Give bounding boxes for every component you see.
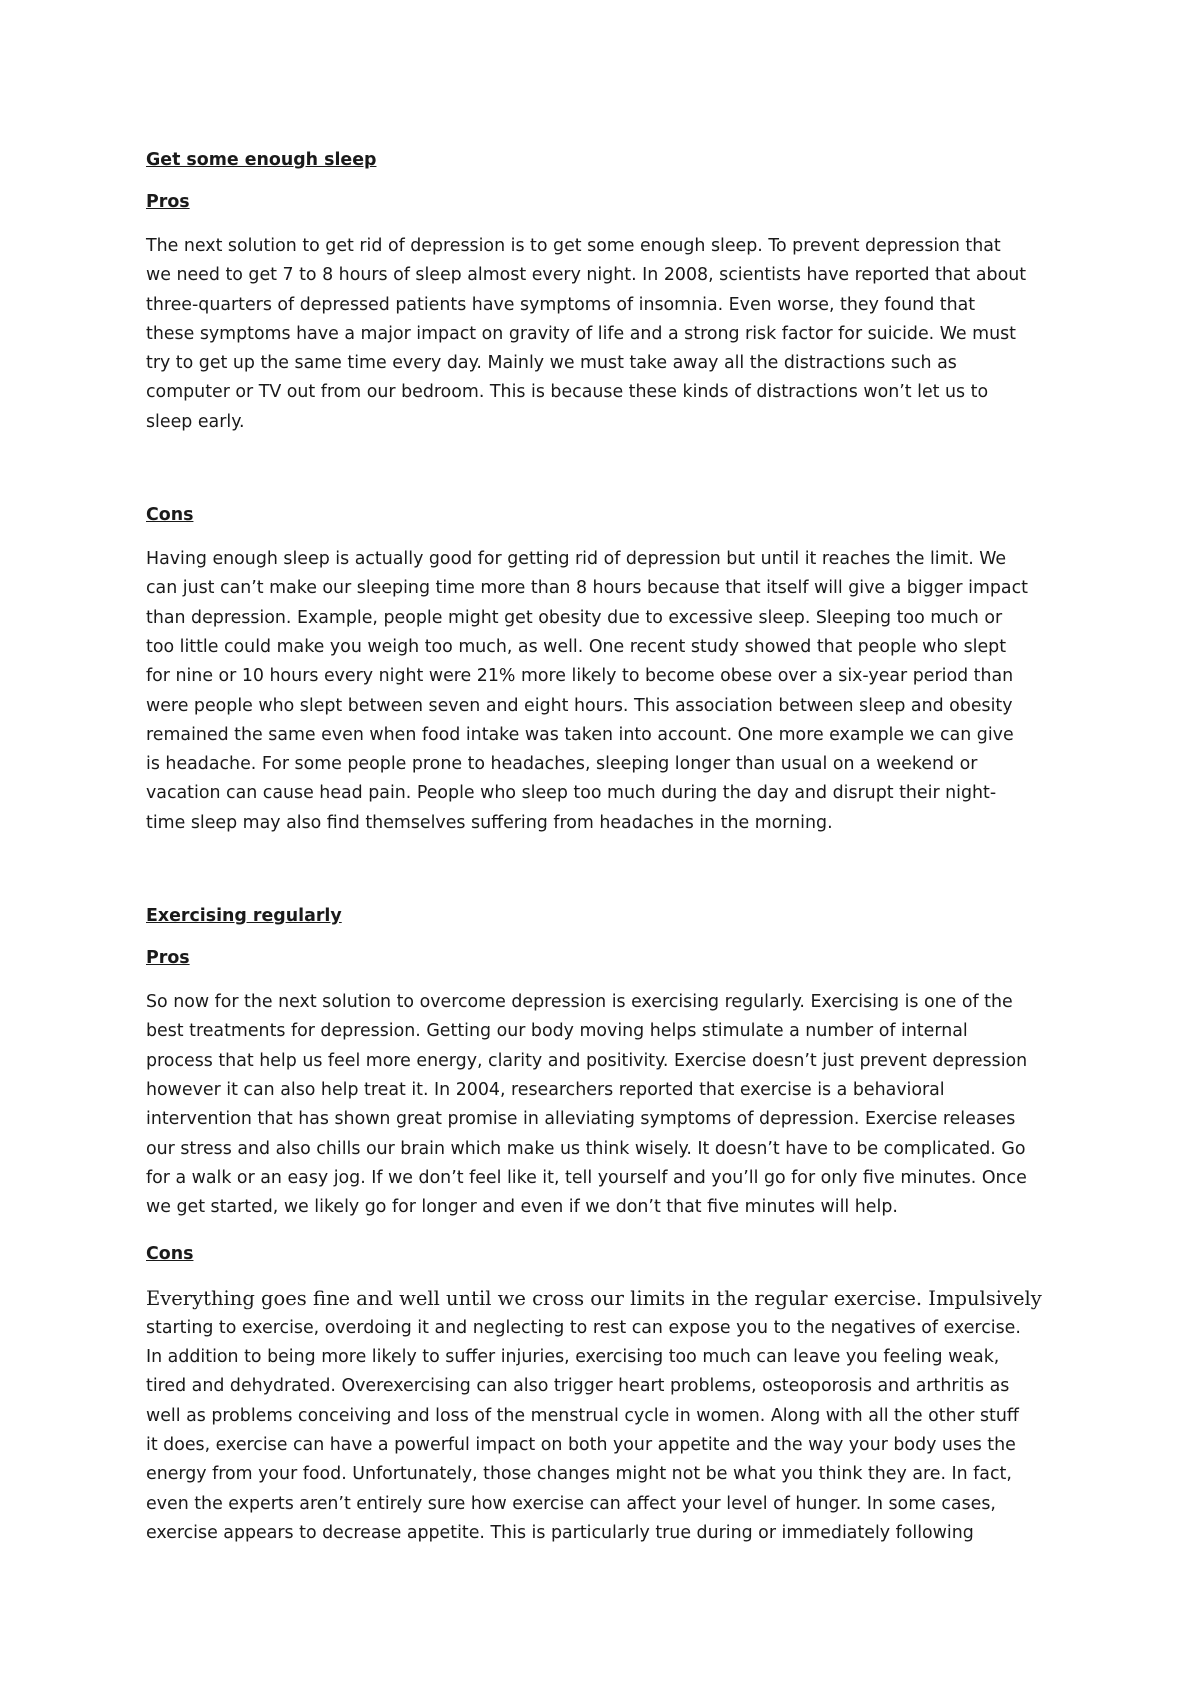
pros-label-sleep: Pros	[146, 192, 190, 212]
text-line: So now for the next solution to overcome depression is exercising regularly. Exercising is one of the	[146, 992, 1013, 1013]
section-title-exercise: Exercising regularly	[146, 906, 342, 927]
text-line: energy from your food. Unfortunately, those changes might not be what you think they are. In fact,	[146, 1464, 1012, 1485]
text-line-serif: Everything goes fine and well until we cross our limits in the regular exercise. Impulsively	[146, 1287, 1042, 1311]
pros-label-exercise: Pros	[146, 948, 190, 969]
text-line: time sleep may also find themselves suffering from headaches in the morning.	[146, 812, 833, 833]
pros-paragraph-exercise	[146, 988, 1066, 1222]
text-line: we get started, we likely go for longer and even if we don’t that five minutes will help.	[146, 1197, 898, 1218]
text-line: too little could make you weigh too much, as well. One recent study showed that people who slept	[146, 636, 1007, 657]
text-line: for a walk or an easy jog. If we don’t feel like it, tell yourself and you’ll go for only five minutes. Once	[146, 1167, 1027, 1188]
text-line: were people who slept between seven and eight hours. This association between sleep and obesity	[146, 695, 1013, 716]
text-line: vacation can cause head pain. People who sleep too much during the day and disrupt their night-	[146, 783, 997, 804]
text-line: intervention that has shown great promise in alleviating symptoms of depression. Exercise releases	[146, 1109, 1016, 1130]
text-line: sleep early.	[146, 411, 245, 432]
text-line: can just can’t make our sleeping time more than 8 hours because that itself will give a bigger impact	[146, 578, 1028, 599]
text-line: it does, exercise can have a powerful impact on both your appetite and the way your body uses the	[146, 1434, 1016, 1455]
text-line: In addition to being more likely to suffer injuries, exercising too much can leave you feeling weak,	[146, 1347, 1000, 1368]
text-line: starting to exercise, overdoing it and neglecting to rest can expose you to the negatives of exercise.	[146, 1317, 1021, 1338]
section-title-sleep: Get some enough sleep	[146, 150, 377, 170]
text-line: Having enough sleep is actually good for getting rid of depression but until it reaches the limit. We	[146, 549, 1007, 570]
text-line: these symptoms have a major impact on gravity of life and a strong risk factor for suicide. We must	[146, 323, 1016, 344]
text-line: our stress and also chills our brain which make us think wisely. It doesn’t have to be complicated. Go	[146, 1138, 1026, 1159]
text-line: even the experts aren’t entirely sure how exercise can affect your level of hunger. In some cases,	[146, 1493, 996, 1514]
cons-paragraph-exercise	[146, 1284, 1066, 1548]
text-line: exercise appears to decrease appetite. This is particularly true during or immediately following	[146, 1522, 974, 1543]
text-line: however it can also help treat it. In 2004, researchers reported that exercise is a behavioral	[146, 1079, 945, 1100]
text-line: remained the same even when food intake was taken into account. One more example we can give	[146, 724, 1014, 745]
text-line: process that help us feel more energy, clarity and positivity. Exercise doesn’t just prevent depression	[146, 1050, 1028, 1071]
text-line: computer or TV out from our bedroom. This is because these kinds of distractions won’t let us to	[146, 382, 989, 403]
text-line: is headache. For some people prone to headaches, sleeping longer than usual on a weekend or	[146, 754, 978, 775]
document-page	[146, 148, 1066, 1548]
cons-paragraph-sleep	[146, 545, 1066, 838]
text-line: tired and dehydrated. Overexercising can also trigger heart problems, osteoporosis and arthritis as	[146, 1376, 1010, 1397]
pros-paragraph-sleep	[146, 232, 1066, 437]
text-line: three-quarters of depressed patients have symptoms of insomnia. Even worse, they found that	[146, 294, 976, 315]
text-line: well as problems conceiving and loss of the menstrual cycle in women. Along with all the other stuff	[146, 1405, 1019, 1426]
cons-label-sleep: Cons	[146, 505, 194, 526]
text-line: try to get up the same time every day. Mainly we must take away all the distractions such as	[146, 353, 957, 374]
text-line: best treatments for depression. Getting our body moving helps stimulate a number of internal	[146, 1021, 968, 1042]
cons-label-exercise: Cons	[146, 1244, 194, 1265]
text-line: than depression. Example, people might get obesity due to excessive sleep. Sleeping too much or	[146, 607, 1003, 628]
text-line: The next solution to get rid of depression is to get some enough sleep. To prevent depression that	[146, 236, 1001, 256]
text-line: for nine or 10 hours every night were 21% more likely to become obese over a six-year period than	[146, 666, 1014, 687]
text-line: we need to get 7 to 8 hours of sleep almost every night. In 2008, scientists have reported that about	[146, 265, 1027, 286]
